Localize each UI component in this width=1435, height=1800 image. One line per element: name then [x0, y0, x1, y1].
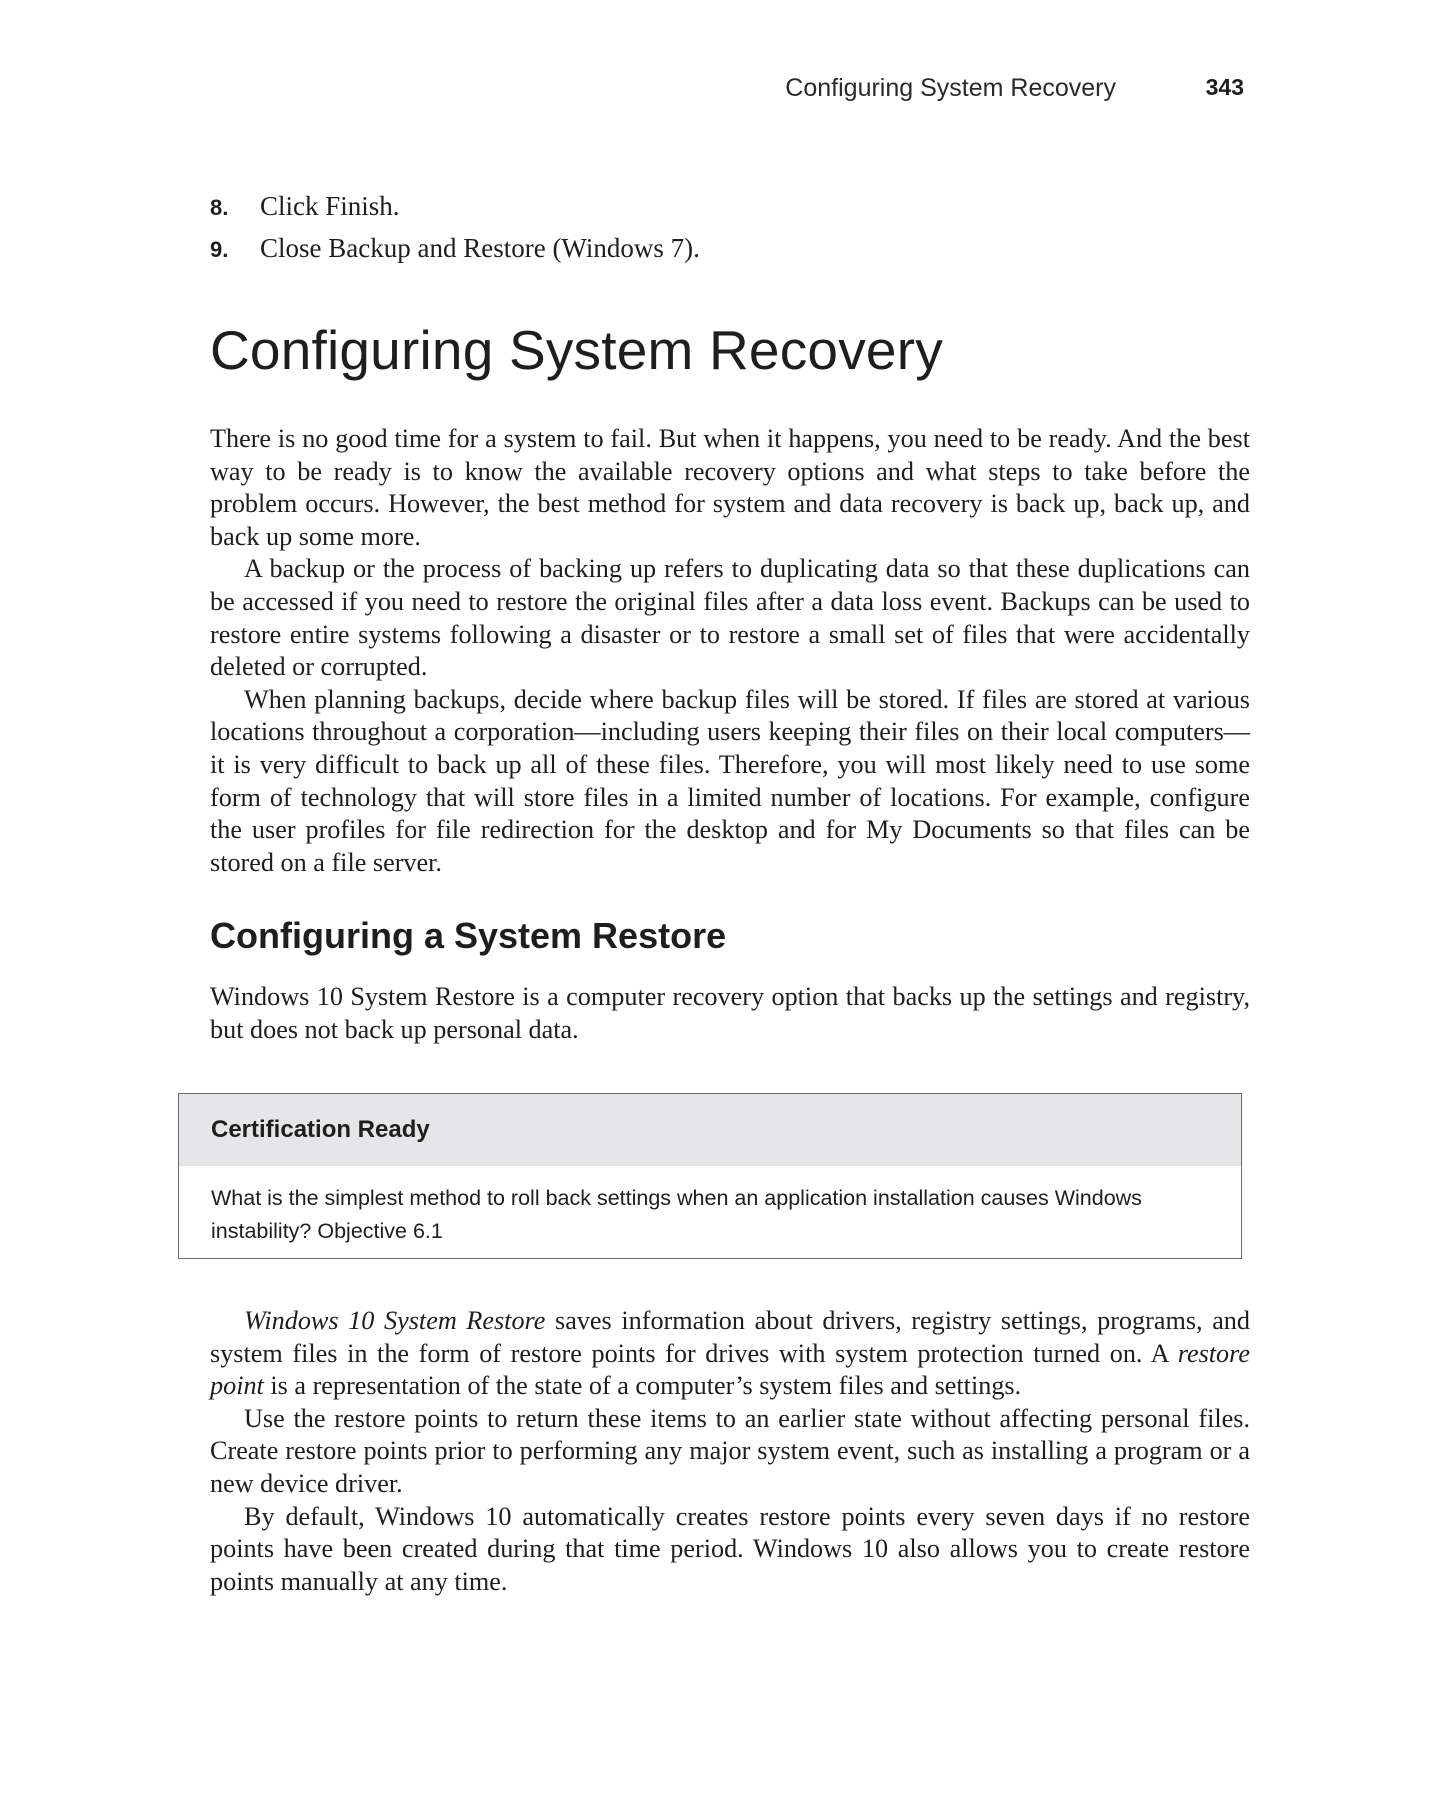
term-system-restore: Windows 10 System Restore	[244, 1306, 546, 1335]
certification-header	[179, 1094, 1241, 1166]
paragraph-text: is a representation of the state of a computer’s system files and settings.	[263, 1371, 1022, 1401]
certification-question: What is the simplest method to roll back settings when an application installation causes Windows instability? Objective 6.1	[211, 1186, 1142, 1243]
paragraph-text: saves information about drivers, registry settings, programs, and system files in the form of restore points for drives with system protection turned on. A	[210, 1306, 1250, 1368]
section-heading: Configuring System Recovery	[210, 319, 943, 381]
section-body	[210, 423, 1250, 879]
subsection-heading: Configuring a System Restore	[210, 915, 727, 956]
term-restore-point: restore point	[210, 1338, 1250, 1401]
paragraph: When planning backups, decide where backup files will be stored. If files are stored at various locations throughout a corporation—including users keeping their files on their local computers—it is very difficult to back up all of these files. Therefore, you will most likely need to use some form of technology that will store files in a limited number of locations. For example, configure the user profiles for file redirection for the desktop and for My Documents so that files can be stored on a file server.	[210, 684, 1250, 877]
running-head	[600, 74, 1246, 110]
step-number: 8.	[210, 195, 229, 220]
step-text: Click Finish.	[260, 191, 400, 221]
running-head-title: Configuring System Recovery	[785, 74, 1116, 102]
restore-body	[210, 1305, 1250, 1598]
paragraph: By default, Windows 10 automatically creates restore points every seven days if no restore points have been created during that time period. Windows 10 also allows you to create restore points manually at any time.	[210, 1501, 1250, 1596]
step-number: 9.	[210, 237, 229, 262]
page-number: 343	[1205, 74, 1244, 100]
paragraph: A backup or the process of backing up refers to duplicating data so that these duplications can be accessed if you need to restore the original files after a data loss event. Backups can be used to restore entire systems following a disaster or to restore a small set of files that were accidentally deleted or corrupted.	[210, 554, 1250, 682]
step-list	[210, 185, 1240, 269]
step-item	[210, 227, 1240, 269]
step-item	[210, 185, 1240, 227]
certification-title: Certification Ready	[211, 1116, 430, 1143]
paragraph	[210, 1305, 1250, 1403]
subsection-intro	[210, 981, 1250, 1046]
paragraph: There is no good time for a system to fail. But when it happens, you need to be ready. And the best way to be ready is to know the available recovery options and what steps to take before the problem occurs. However, the best method for system and data recovery is back up, back up, and back up some more.	[210, 424, 1250, 551]
paragraph: Use the restore points to return these items to an earlier state without affecting personal files. Create restore points prior to performing any major system event, such as installing a program or a new device driver.	[210, 1403, 1250, 1498]
certification-ready-box	[178, 1093, 1242, 1259]
paragraph: Windows 10 System Restore is a computer recovery option that backs up the settings and registry, but does not back up personal data.	[210, 982, 1250, 1044]
step-text: Close Backup and Restore (Windows 7).	[260, 233, 700, 263]
